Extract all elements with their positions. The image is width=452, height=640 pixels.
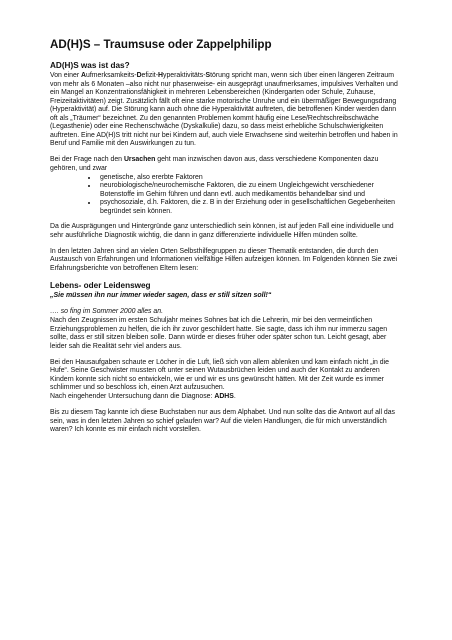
document-title: AD(H)S – Traumsuse oder Zappelphilipp (50, 38, 272, 51)
section-heading-lebensweg: Lebens- oder Leidensweg (50, 281, 151, 291)
bold-term: Ursachen (123, 156, 156, 164)
definition-paragraph (50, 72, 402, 149)
story-intro: …. so fing im Sommer 2000 alles an. (50, 308, 163, 316)
text-span: Bei den Hausaufgaben schaute er Löcher in die Luft, ließ sich von allem ablenken und kam einfach nicht „in die Hufe“. Seine Geschwister mussten oft unter seinen Wutausbrüchen leiden und auch der Kontakt zu anderen Kindern konnte sich nicht so entwickeln, wie er und wir es uns gewünscht hätten. Mit der Zeit wurde es immer schlimmer und so beschloss ich, einen Arzt aufzusuchen. (50, 358, 389, 392)
text-span: . (233, 392, 236, 400)
text-span: Bei der Frage nach den (50, 156, 124, 164)
section-heading-adhs: AD(H)S was ist das? (50, 61, 130, 70)
diagnosis-term: ADHS (214, 392, 234, 400)
causes-list (50, 174, 402, 217)
bold-letter: D (136, 72, 142, 79)
self-help-paragraph: In den letzten Jahren sind an vielen Orten Selbsthilfegruppen zu dieser Thematik entstanden, die durch den Austausch von Erfahrungen und Informationen vielfältige Hilfen aufzeigen können. Im Folgenden können Sie zwei Erfahrungsberichte von betroffenen Eltern lesen: (50, 247, 398, 272)
list-item: • neurobiologische/neurochemische Faktoren, die zu einem Ungleichgewicht verschiedener Botenstoffe im Gehirn führen und dann evtl. auch medikamentös behandelbar sind und (98, 182, 402, 199)
list-item: • psychosoziale, d.h. Faktoren, die z. B in der Erziehung oder in gesellschaftlichen Gegebenheiten begründet sein können. (98, 199, 402, 216)
text-span: Nach eingehender Untersuchung dann die Diagnose: (50, 392, 215, 400)
bold-letter: A (81, 72, 87, 79)
bold-letter: S (205, 72, 211, 79)
text-span: yperaktivitäts- (163, 72, 206, 79)
diagnostics-paragraph: Da die Ausprägungen und Hintergründe ganz unterschiedlich sein können, ist auf jeden Fall eine individuelle und sehr ausführliche Diagnostik wichtig, die dann in ganz differenzierte individuelle Hilfen münden sollte. (50, 223, 394, 239)
text-span: ufmerksamkeits- (86, 72, 137, 79)
story-paragraph-3: Bis zu diesem Tag kannte ich diese Buchstaben nur aus dem Alphabet. Und nun sollte das die Antwort auf all das sein, was in den letzten Jahren so schief gelaufen war? Auf die vielen Handlungen, die für mich unverständlich waren? Ich konnte es mir einfach nicht vorstellen. (50, 408, 396, 434)
text-span: Von einer (50, 72, 82, 79)
story-paragraph-1: Nach den Zeugnissen im ersten Schuljahr meines Sohnes bat ich die Lehrerin, mir bei den vermeintlichen Erziehungsproblemen zu helfen, die ich ihr zuvor geschildert hatte. Sie sagte, dass ich ihm nur immerzu sagen sollte, dass er still sitzen bleiben solle. Dann würde er dieses früher oder später schon tun. Leicht gesagt, aber leider sah die Realität sehr viel anders aus. (50, 317, 388, 350)
section-quote: „Sie müssen ihn nur immer wieder sagen, dass er still sitzen soll!“ (50, 292, 272, 300)
story-paragraph-2 (50, 359, 402, 402)
bold-letter: H (158, 72, 163, 79)
text-span: geht man inzwischen davon aus, dass verschiedene Komponenten dazu gehören, und zwar (50, 156, 379, 172)
list-item: • genetische, also ererbte Faktoren (98, 174, 402, 183)
causes-paragraph (50, 156, 402, 173)
text-span: efizit- (141, 72, 159, 79)
text-span: törung spricht man, wenn sich über einen längeren Zeitraum von mehr als 6 Monaten –also nicht nur phasenweise- ein ausgeprägt unaufmerksames, impulsives Verhalten und ein Mangel an Konzentrationsfähigkeit in mehreren Lebensbereichen (Kindergarten oder Schule, Zuhause, Freizeitaktivitäten) zeigt. Zusätzlich fällt oft eine starke motorische Unruhe und ein übermäßiger Bewegungsdrang (Hyperaktivität) auf. Die Störung kann auch ohne die Hyperaktivität auftreten, die betroffenen Kinder werden dann oft als „Träumer“ bezeichnet. Zu den genannten Problemen kommt häufig eine Lese/Rechtschreibschwäche (Legasthenie) oder eine Rechenschwäche (Dyskalkulie) dazu, so dass meist erhebliche Schulschwierigkeiten auftreten. Eine AD(H)S tritt nicht nur bei Kindern auf, auch viele Erwachsene sind weiterhin betroffen und haben in Beruf und Familie mit den Auswirkungen zu tun. (50, 72, 398, 148)
